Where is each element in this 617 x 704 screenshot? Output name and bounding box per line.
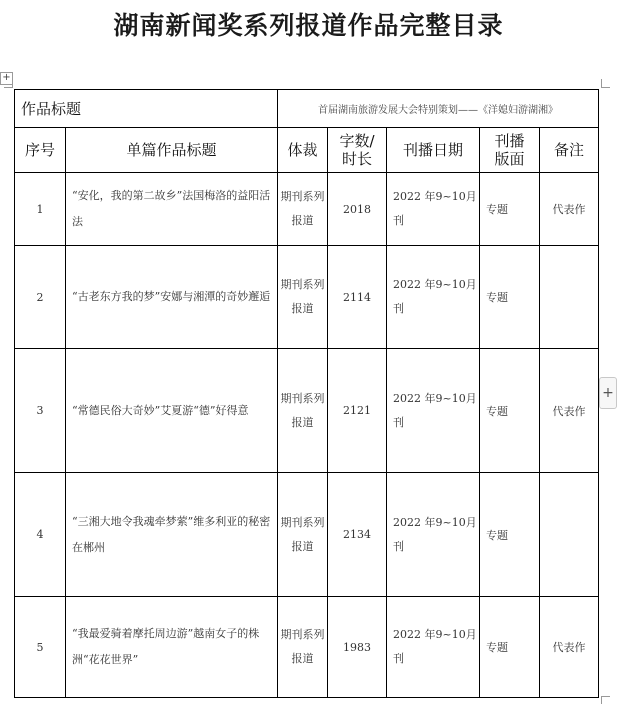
row-date: 2022 年9~10月刊	[387, 349, 480, 473]
row-article-title: “常德民俗大奇妙”艾夏游“德”好得意	[66, 349, 278, 473]
table-row	[15, 597, 599, 698]
row-length: 2134	[328, 473, 387, 597]
header-row	[15, 128, 599, 173]
row-genre: 期刊系列报道	[278, 473, 328, 597]
work-title-value: 首届湖南旅游发展大会特别策划——《洋媳妇游湖湘》	[278, 90, 599, 128]
row-note	[540, 246, 599, 349]
table-row	[15, 473, 599, 597]
header-article-title: 单篇作品标题	[66, 128, 278, 173]
row-index: 4	[15, 473, 66, 597]
table-row	[15, 349, 599, 473]
row-article-title: “古老东方我的梦”安娜与湘潭的奇妙邂逅	[66, 246, 278, 349]
row-genre: 期刊系列报道	[278, 349, 328, 473]
row-article-title: “安化，我的第二故乡”法国梅洛的益阳活法	[66, 173, 278, 246]
row-article-title: “三湘大地令我魂牵梦萦”维多利亚的秘密在郴州	[66, 473, 278, 597]
table-move-handle-icon[interactable]: +	[0, 72, 13, 85]
row-section: 专题	[480, 246, 540, 349]
header-date: 刊播日期	[387, 128, 480, 173]
row-length: 2121	[328, 349, 387, 473]
row-note: 代表作	[540, 173, 599, 246]
row-section: 专题	[480, 597, 540, 698]
work-title-label: 作品标题	[15, 90, 278, 128]
row-length: 2114	[328, 246, 387, 349]
row-section: 专题	[480, 349, 540, 473]
table-row	[15, 246, 599, 349]
table-row	[15, 173, 599, 246]
document-title: 湖南新闻奖系列报道作品完整目录	[113, 11, 504, 40]
row-length: 2018	[328, 173, 387, 246]
row-length: 1983	[328, 597, 387, 698]
row-date: 2022 年9~10月刊	[387, 246, 480, 349]
row-date: 2022 年9~10月刊	[387, 473, 480, 597]
header-genre: 体裁	[278, 128, 328, 173]
header-index: 序号	[15, 128, 66, 173]
corner-crop-mark	[601, 79, 610, 88]
header-note: 备注	[540, 128, 599, 173]
row-note	[540, 473, 599, 597]
row-note: 代表作	[540, 349, 599, 473]
catalog-table	[14, 89, 599, 698]
row-genre: 期刊系列报道	[278, 246, 328, 349]
add-column-button[interactable]: +	[599, 377, 617, 409]
row-section: 专题	[480, 473, 540, 597]
row-article-title: “我最爱骑着摩托周边游”越南女子的株洲“花花世界”	[66, 597, 278, 698]
row-index: 2	[15, 246, 66, 349]
row-note: 代表作	[540, 597, 599, 698]
row-date: 2022 年9~10月刊	[387, 173, 480, 246]
row-date: 2022 年9~10月刊	[387, 597, 480, 698]
header-length: 字数/时长	[328, 128, 387, 173]
row-index: 5	[15, 597, 66, 698]
work-title-row	[15, 90, 599, 128]
row-index: 1	[15, 173, 66, 246]
corner-crop-mark	[4, 79, 13, 88]
row-genre: 期刊系列报道	[278, 173, 328, 246]
row-index: 3	[15, 349, 66, 473]
row-section: 专题	[480, 173, 540, 246]
header-section: 刊播版面	[480, 128, 540, 173]
row-genre: 期刊系列报道	[278, 597, 328, 698]
